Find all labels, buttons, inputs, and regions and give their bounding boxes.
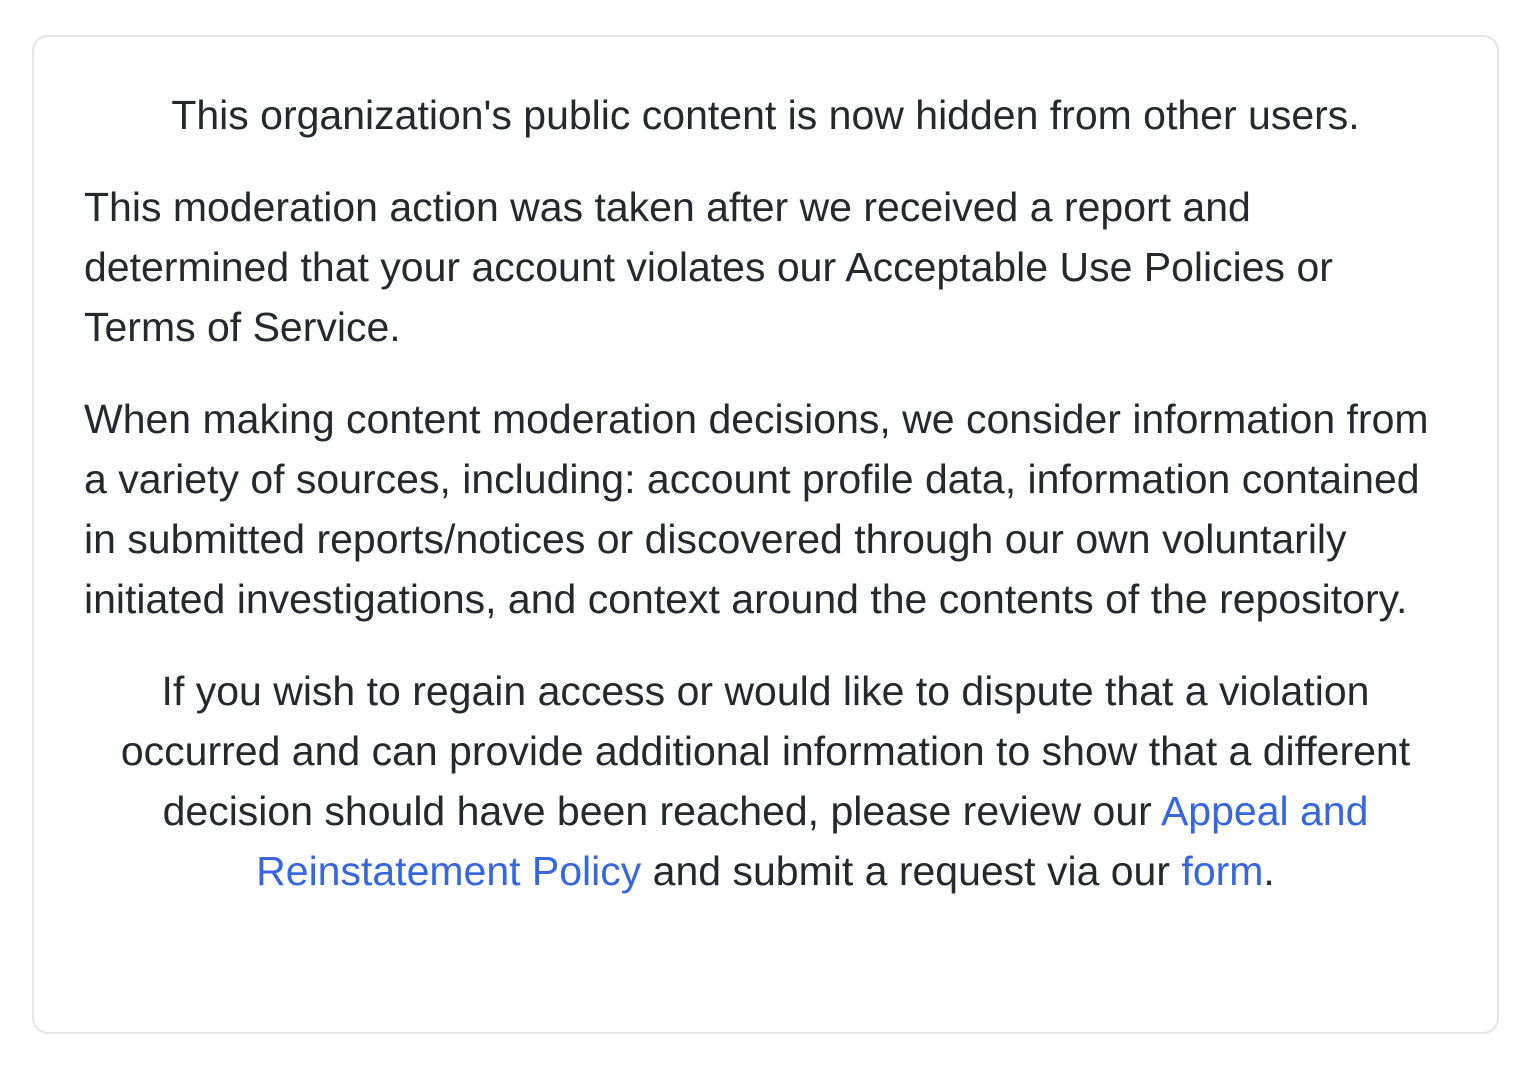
notice-text: This moderation action was taken after we received a report and determined that your account violates our Acceptable Use Policies or Terms of Service. [84, 184, 1333, 350]
appeal-and-reinstatement-policy-link[interactable]: Appeal and Reinstatement Policy [256, 788, 1369, 894]
notice-text: and submit a request via our [641, 848, 1182, 894]
notice-paragraph [84, 661, 1447, 901]
notice-text: When making content moderation decisions, we consider information from a variety of sources, including: account profile data, information contained in submitted reports/notices or discovered through our own voluntarily initiated investigations, and context around the contents of the repository. [84, 396, 1429, 622]
notice-text: If you wish to regain access or would like to dispute that a violation occurred and can provide additional information to show that a different decision should have been reached, please review our [120, 668, 1411, 834]
notice-paragraphs [84, 85, 1447, 901]
moderation-notice-card [32, 35, 1499, 1034]
notice-paragraph [84, 177, 1447, 357]
notice-paragraph [84, 85, 1447, 145]
form-link[interactable]: form [1181, 848, 1264, 894]
notice-text: This organization's public content is now hidden from other users. [171, 92, 1360, 138]
notice-paragraph [84, 389, 1447, 629]
notice-text: . [1263, 848, 1275, 894]
